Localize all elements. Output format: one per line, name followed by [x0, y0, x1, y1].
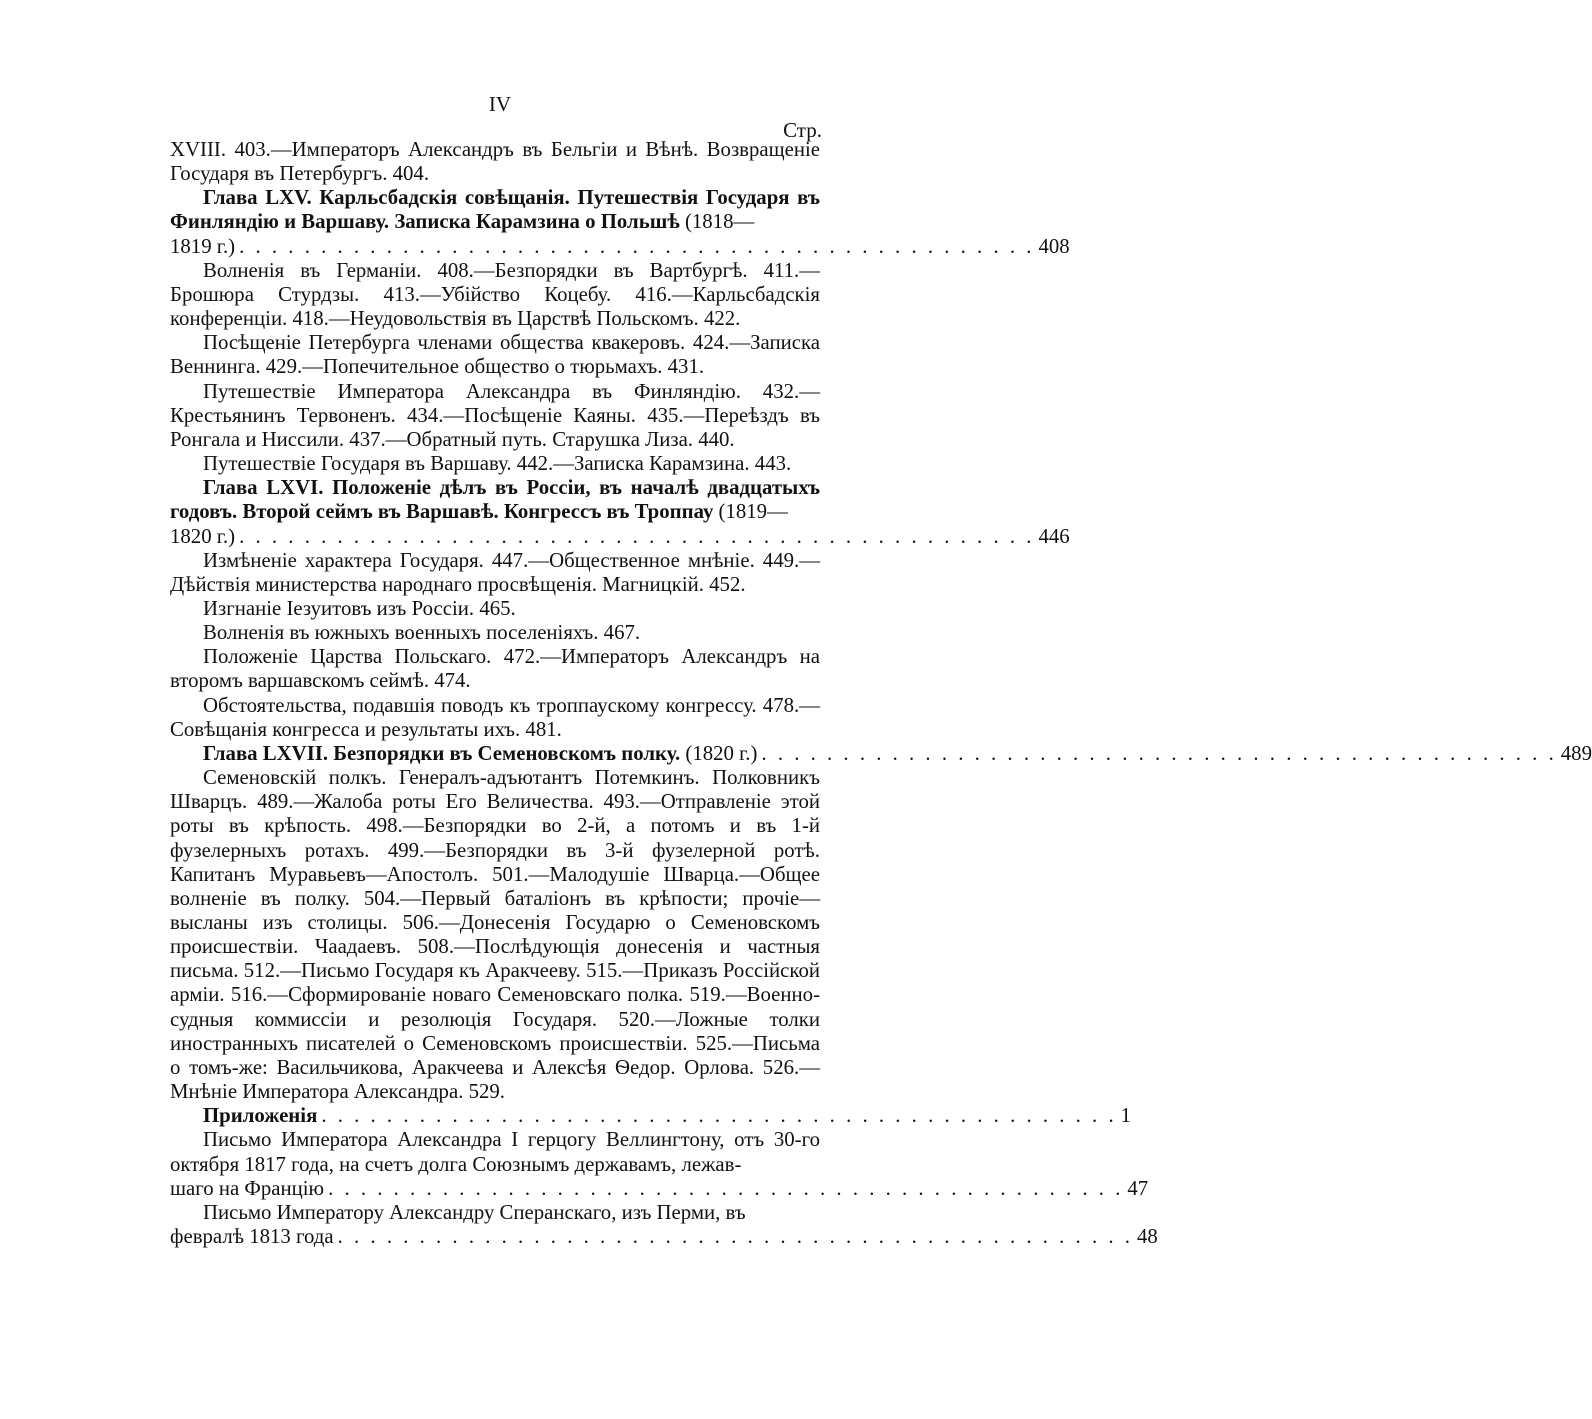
chapter-65-title: Карльсбадскія совѣщанія. Путешествія Государя въ Финляндію и Варшаву. Записка Карамзина о Польшѣ	[170, 186, 820, 234]
chapter-65-leader	[170, 234, 1070, 259]
toc-entry: Волненія въ южныхъ военныхъ поселеніяхъ. 467.	[203, 621, 641, 645]
chapter-66-years: (1819—	[718, 500, 788, 524]
dot-leader: . . . . . . . . . . . . . . . . . . . . . . . . . . . . . . . . . . . . . . . . . . . . . . . . .	[761, 741, 1557, 765]
chapter-65	[170, 186, 1070, 476]
chapter-67-heading	[170, 741, 1592, 766]
chapter-65-page: 408	[1038, 234, 1070, 258]
toc-entry: Путешествіе Императора Александра въ Финляндію. 432.—Крестьянинъ Тервоненъ. 434.—Посѣщеніе Каяны. 435.—Переѣздъ въ Ронгала и Ниссили. 437.—Обратный путь. Старушка Лиза. 440.	[170, 379, 820, 451]
appendix-item-page: 47	[1127, 1176, 1149, 1200]
appendix-item-page: 48	[1136, 1225, 1158, 1249]
chapter-65-years: (1818—	[684, 210, 755, 234]
toc-entry: Положеніе Царства Польскаго. 472.—Императоръ Александръ на второмъ варшавскомъ сеймѣ. 474.	[170, 645, 820, 693]
appendix-page: 1	[1120, 1104, 1132, 1128]
toc-entry: Посѣщеніе Петербурга членами общества квакеровъ. 424.—Записка Веннинга. 429.—Попечительное общество о тюрьмахъ. 431.	[170, 331, 820, 379]
appendix-item-text: Письмо Императора Александра I герцогу Веллингтону, отъ 30-го октября 1817 года, на счетъ долга Союзнымъ державамъ, лежав-	[170, 1128, 820, 1176]
chapter-65-label: Глава LXV.	[203, 186, 312, 210]
appendix-heading	[170, 1104, 1132, 1128]
chapter-67-title-line	[203, 742, 757, 766]
table-of-contents	[170, 138, 1592, 1249]
chapter-66-page: 446	[1038, 524, 1070, 548]
chapter-67	[170, 741, 1592, 1104]
dot-leader: . . . . . . . . . . . . . . . . . . . . . . . . . . . . . . . . . . . . . . . . . . . . . . . . .	[337, 1225, 1133, 1249]
appendix-section	[170, 1104, 1158, 1249]
page-column-header: Стр.	[783, 118, 822, 142]
toc-intro-entry: XVIII. 403.—Императоръ Александръ въ Бельгіи и Вѣнѣ. Возвращеніе Государя въ Петербургъ. 404.	[170, 138, 820, 186]
appendix-item-lastline: февралѣ 1813 года	[170, 1225, 334, 1249]
appendix-item-lastline: шаго на Францію	[170, 1176, 325, 1200]
toc-entry: Изгнаніе Іезуитовъ изъ Россіи. 465.	[203, 596, 516, 620]
dot-leader: . . . . . . . . . . . . . . . . . . . . . . . . . . . . . . . . . . . . . . . . . . . . . . . . .	[321, 1104, 1117, 1128]
dot-leader: . . . . . . . . . . . . . . . . . . . . . . . . . . . . . . . . . . . . . . . . . . . . . . . . .	[239, 234, 1035, 258]
chapter-66-leader	[170, 524, 1070, 549]
toc-entry: Путешествіе Государя въ Варшаву. 442.—Записка Карамзина. 443.	[203, 452, 792, 476]
chapter-66-heading	[170, 476, 820, 524]
chapter-66-label: Глава LXVI.	[203, 476, 324, 500]
appendix-item-leader	[170, 1176, 1149, 1201]
chapter-67-years: (1820 г.)	[685, 741, 758, 765]
toc-entry: Обстоятельства, подавшія поводъ къ троппаускому конгрессу. 478.—Совѣщанія конгресса и результаты ихъ. 481.	[170, 693, 820, 741]
chapter-67-label: Глава LXVII.	[203, 741, 329, 765]
page-number: IV	[488, 92, 512, 116]
chapter-65-heading	[170, 186, 820, 234]
dot-leader: . . . . . . . . . . . . . . . . . . . . . . . . . . . . . . . . . . . . . . . . . . . . . . . . .	[239, 524, 1035, 548]
dot-leader: . . . . . . . . . . . . . . . . . . . . . . . . . . . . . . . . . . . . . . . . . . . . . . . . .	[328, 1176, 1124, 1200]
toc-entry: Волненія въ Германіи. 408.—Безпорядки въ Вартбургѣ. 411.—Брошюра Стурдзы. 413.—Убійство Коцебу. 416.—Карльсбадскія конференціи. 418.—Неудовольствія въ Царствѣ Польскомъ. 422.	[170, 258, 820, 331]
appendix-label: Приложенія	[203, 1104, 318, 1128]
toc-entry: Семеновскій полкъ. Генералъ-адъютантъ Потемкинъ. Полковникъ Шварцъ. 489.—Жалоба роты Его Величества. 493.—Отправленіе этой роты въ крѣпость. 498.—Безпорядки во 2-й, а потомъ и въ 1-й фузелерныхъ ротахъ. 499.—Безпорядки въ 3-й фузелерной ротѣ. Капитанъ Муравьевъ—Апостолъ. 501.—Малодушіе Шварца.—Общее волненіе въ полку. 504.—Первый баталіонъ въ крѣпости; прочіе—высланы изъ столицы. 506.—Донесенія Государю о Семеновскомъ происшествіи. Чаадаевъ. 508.—Послѣдующія донесенія и частныя письма. 512.—Письмо Государя къ Аракчееву. 515.—Приказъ Россійской арміи. 516.—Сформированіе новаго Семеновскаго полка. 519.—Военно-судныя коммиссіи и резолюція Государя. 520.—Ложные толки иностранныхъ писателей о Семеновскомъ происшествіи. 525.—Письма о томъ-же: Васильчикова, Аракчеева и Алексѣя Ѳедор. Орлова. 526.—Мнѣніе Императора Александра. 529.	[170, 766, 820, 1104]
appendix-item-leader	[170, 1225, 1158, 1249]
chapter-66	[170, 476, 1070, 742]
chapter-67-page: 489	[1560, 741, 1592, 765]
chapter-65-years-end: 1819 г.)	[170, 234, 236, 258]
chapter-66-years-end: 1820 г.)	[170, 524, 236, 548]
chapter-67-title: Безпорядки въ Семеновскомъ полку.	[333, 741, 681, 765]
chapter-66-title: Положеніе дѣлъ въ Россіи, въ началѣ двадцатыхъ годовъ. Второй сеймъ въ Варшавѣ. Конгрессъ въ Троппау	[170, 476, 821, 524]
toc-entry: Измѣненіе характера Государя. 447.—Общественное мнѣніе. 449.—Дѣйствія министерства народнаго просвѣщенія. Магницкій. 452.	[170, 548, 820, 596]
appendix-item-text: Письмо Императору Александру Сперанскаго, изъ Перми, въ	[203, 1200, 746, 1224]
